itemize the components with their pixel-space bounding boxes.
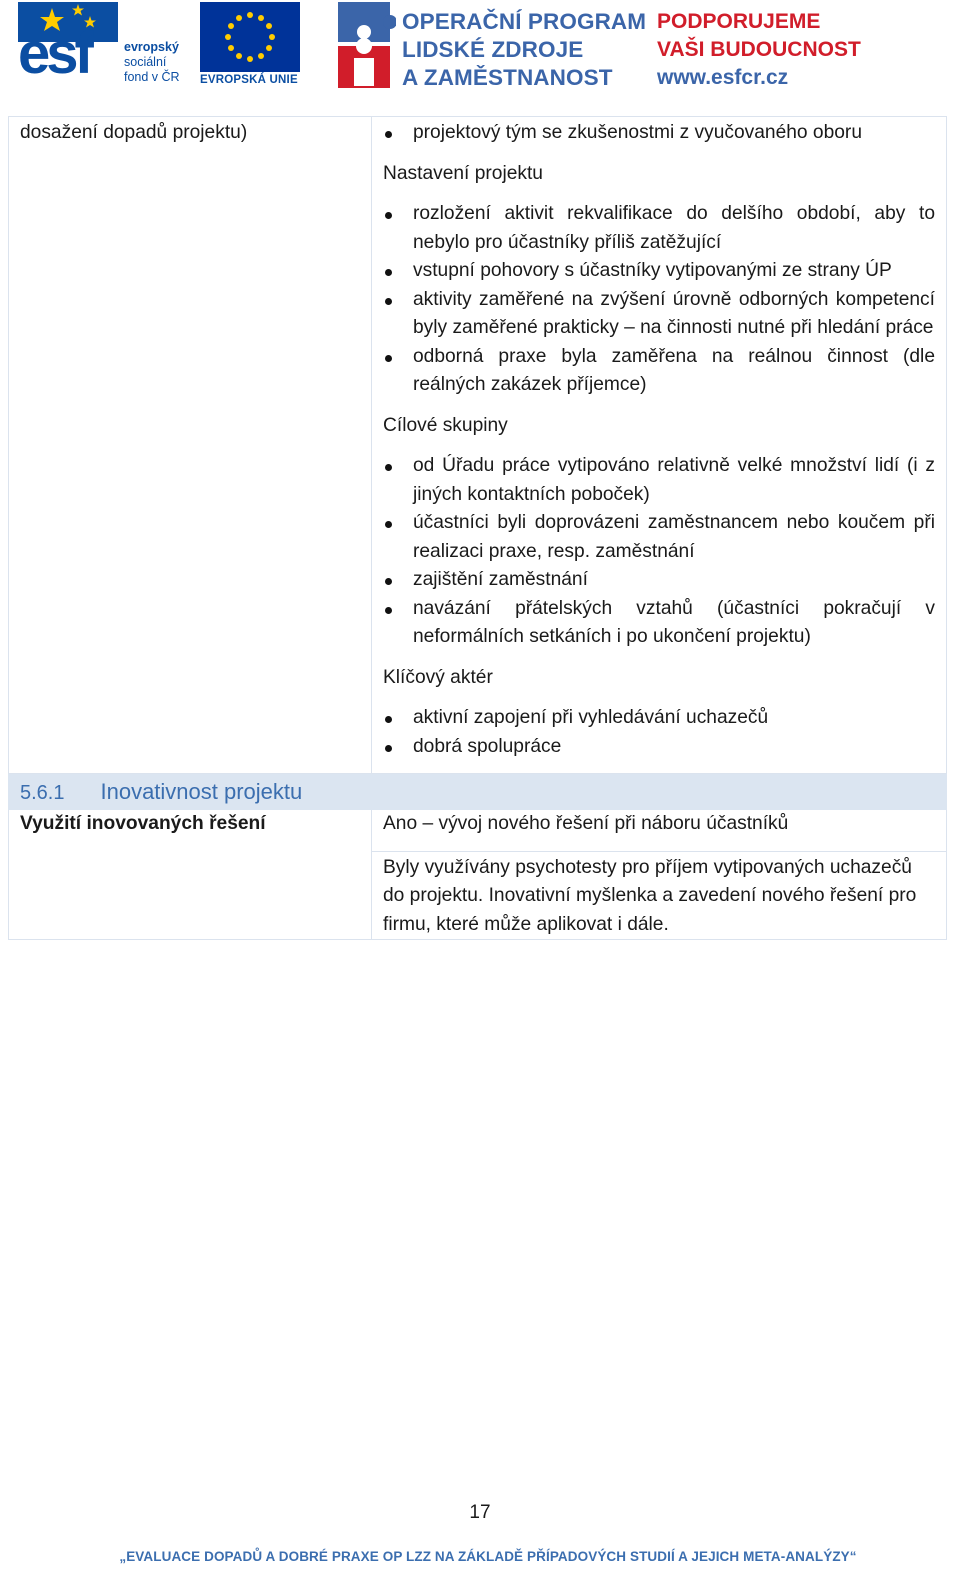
list-item: aktivity zaměřené na zvýšení úrovně odborných kompetencí byly zaměřené prakticky – na činnosti nutné při hledání práce xyxy=(383,286,935,343)
intro-list xyxy=(383,117,935,148)
website-link[interactable]: www.esfcr.cz xyxy=(657,66,789,89)
list-item: dobrá spolupráce xyxy=(383,733,935,762)
bullet-list-nastaveni xyxy=(383,200,935,400)
list-item: aktivní zapojení při vyhledávání uchazečů xyxy=(383,704,935,733)
page-number: 17 xyxy=(469,1502,491,1523)
header-logos xyxy=(0,0,960,95)
row-answer: Ano – vývoj nového řešení při náboru účastníků xyxy=(372,810,947,852)
list-item: vstupní pohovory s účastníky vytipovanými ze strany ÚP xyxy=(383,257,935,286)
row-label: dosažení dopadů projektu) xyxy=(9,117,372,774)
section-heading-nastaveni: Nastavení projektu xyxy=(383,162,543,184)
eu-flag-icon xyxy=(200,2,300,72)
row-description: Byly využívány psychotesty pro příjem vytipovaných uchazečů do projektu. Inovativní myšlenka a zavedení nového řešení pro firmu, které může aplikovat i dále. xyxy=(372,851,947,940)
section-number: 5.6.1 xyxy=(20,782,65,804)
op-lzz-logo xyxy=(334,2,861,90)
bullet-list-klicovy-akter xyxy=(383,704,935,773)
list-item: účastníci byli doprovázeni zaměstnancem nebo koučem při realizaci praxe, resp. zaměstnání xyxy=(383,509,935,566)
bullet-list-cilove-skupiny xyxy=(383,452,935,652)
section-heading-klicovy-akter: Klíčový aktér xyxy=(383,666,493,688)
eu-label: EVROPSKÁ UNIE xyxy=(200,74,298,86)
list-item: rozložení aktivit rekvalifikace do delšího období, aby to nebylo pro účastníky příliš zatěžující xyxy=(383,200,935,257)
puzzle-person-icon xyxy=(334,2,396,88)
list-item: od Úřadu práce vytipováno relativně velké množství lidí (i z jiných kontaktních poboček) xyxy=(383,452,935,509)
list-item: projektový tým se zkušenostmi z vyučovaného oboru xyxy=(383,119,935,148)
op-title: OPERAČNÍ PROGRAM LIDSKÉ ZDROJE A ZAMĚSTNANOST xyxy=(402,9,647,90)
esf-wordmark: esf xyxy=(18,21,90,86)
section-heading-cilove-skupiny: Cílové skupiny xyxy=(383,414,508,436)
row-content xyxy=(372,117,947,774)
table-row xyxy=(9,810,947,852)
list-item: zajištění zaměstnání xyxy=(383,566,935,595)
section-heading-row xyxy=(9,774,947,810)
slogan: PODPORUJEME VAŠI BUDOUCNOST www.esfcr.cz xyxy=(657,8,861,92)
evaluation-table xyxy=(8,116,947,940)
esf-subtitle: evropský sociální fond v ČR xyxy=(124,40,180,84)
esf-logo xyxy=(18,2,300,88)
row-label: Využití inovovaných řešení xyxy=(9,810,372,940)
footer-title: „EVALUACE DOPADŮ A DOBRÉ PRAXE OP LZZ NA ZÁKLADĚ PŘÍPADOVÝCH STUDIÍ A JEJICH META-ANALÝZY“ xyxy=(119,1549,857,1564)
section-title: Inovativnost projektu xyxy=(100,779,303,804)
list-item: odborná praxe byla zaměřena na reálnou činnost (dle reálných zakázek příjemce) xyxy=(383,343,935,400)
table-row xyxy=(9,117,947,774)
list-item: navázání přátelských vztahů (účastníci pokračují v neformálních setkáních i po ukončení projektu) xyxy=(383,595,935,652)
